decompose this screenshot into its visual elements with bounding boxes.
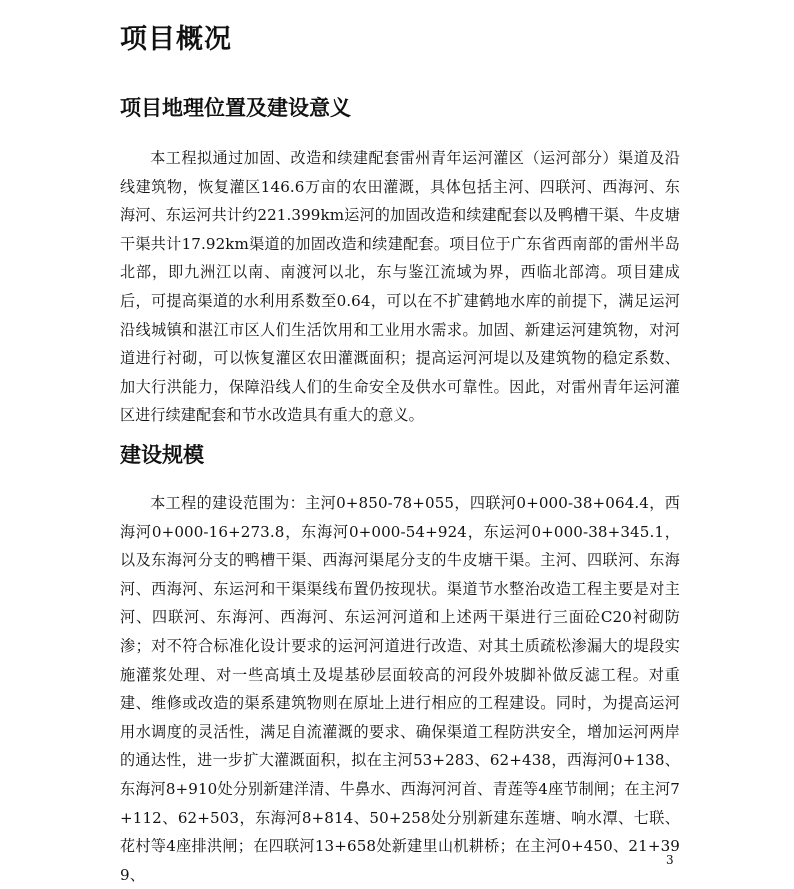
page-number: 3 [666, 853, 674, 867]
section-paragraph-location: 本工程拟通过加固、改造和续建配套雷州青年运河灌区（运河部分）渠道及沿线建筑物，恢复灌区146.6万亩的农田灌溉，具体包括主河、四联河、西海河、东海河、东运河共计约221.399km运河的加固改造和续建配套以及鸭槽干渠、牛皮塘干渠共计17.92km渠道的加固改造和续建配套。项目位于广东省西南部的雷州半岛北部，即九洲江以南、南渡河以北，东与鉴江流域为界，西临北部湾。项目建成后，可提高渠道的水利用系数至0.64，可以在不扩建鹤地水库的前提下，满足运河沿线城镇和湛江市区人们生活饮用和工业用水需求。加固、新建运河建筑物，对河道进行衬砌，可以恢复灌区农田灌溉面积；提高运河河堤以及建筑物的稳定系数、加大行洪能力，保障沿线人们的生命安全及供水可靠性。因此，对雷州青年运河灌区进行续建配套和节水改造具有重大的意义。 [120, 149, 680, 425]
section-heading-scale: 建设规模 [120, 443, 204, 467]
section-paragraph-scale: 本工程的建设范围为：主河0+850-78+055，四联河0+000-38+064.4，西海河0+000-16+273.8，东海河0+000-54+924，东运河0+000-38+345.1，以及东海河分支的鸭槽干渠、西海河渠尾分支的牛皮塘干渠。主河、四联河、东海河、西海河、东运河和干渠渠线布置仍按现状。渠道节水整治改造工程主要是对主河、四联河、东海河、西海河、东运河河道和上述两干渠进行三面砼C20衬砌防渗；对不符合标准化设计要求的运河河道进行改造、对其土质疏松渗漏大的堤段实施灌浆处理、对一些高填土及堤基砂层面较高的河段外坡脚补做反滤工程。对重建、维修或改造的渠系建筑物则在原址上进行相应的工程建设。同时，为提高运河用水调度的灵活性，满足自流灌溉的要求、确保渠道工程防洪安全，增加运河两岸的通达性，进一步扩大灌溉面积，拟在主河53+283、62+438，西海河0+138、东海河8+910处分别新建洋清、牛鼻水、西海河河首、青莲等4座节制闸；在主河7+112、62+503，东海河8+814、50+258处分别新建东莲塘、响水潭、七联、花村等4座排洪闸；在四联河13+658处新建里山机耕桥；在主河0+450、21+399、 [120, 494, 680, 884]
page-title: 项目概况 [120, 24, 232, 55]
section-heading-location: 项目地理位置及建设意义 [120, 96, 351, 120]
